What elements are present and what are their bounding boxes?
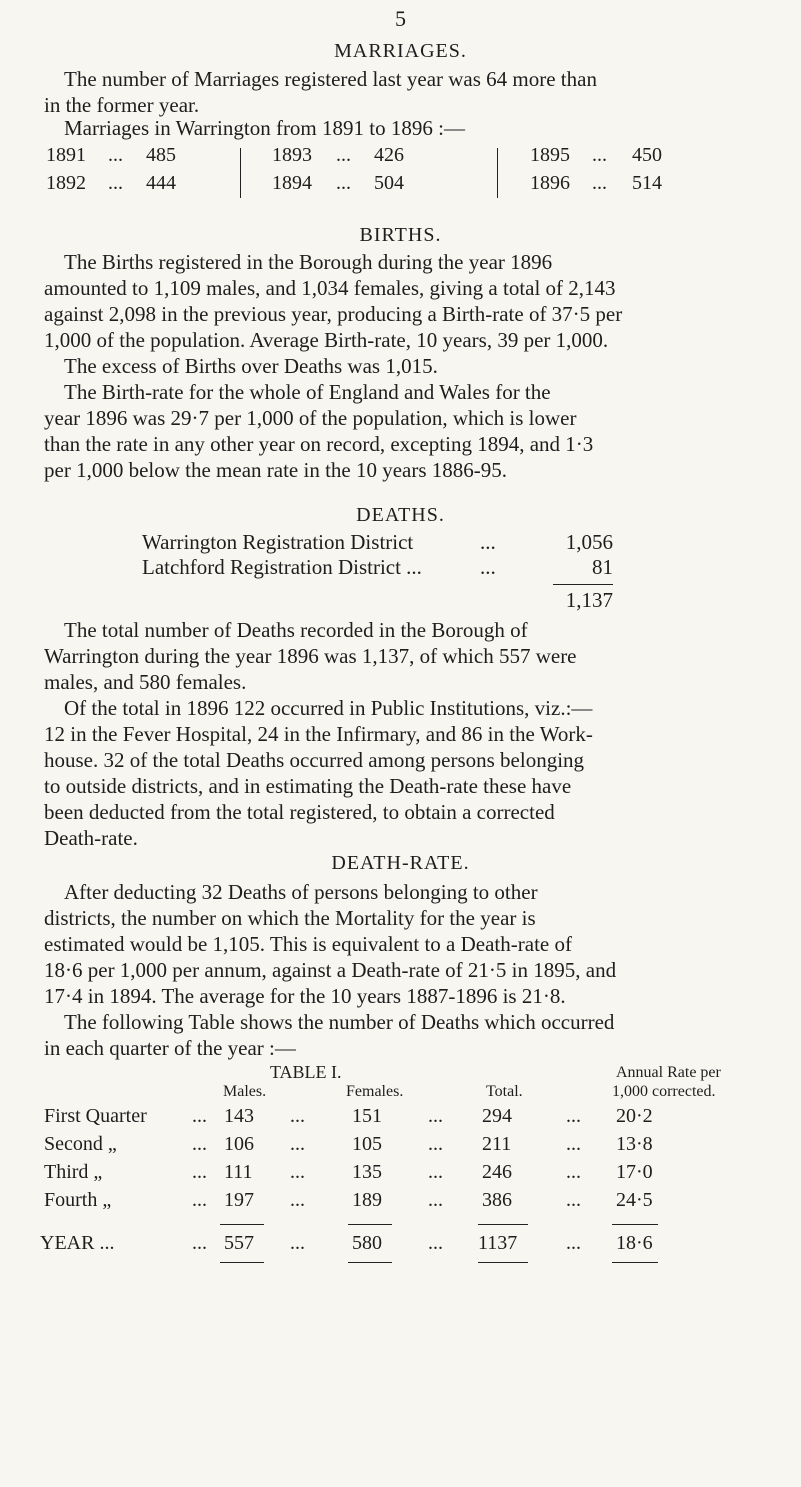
row-dots: ... xyxy=(192,1189,207,1211)
sum-rule xyxy=(348,1262,392,1263)
year-rate: 18·6 xyxy=(616,1232,653,1254)
cell-males: 106 xyxy=(224,1133,254,1155)
deaths-line: to outside districts, and in estimating the Death-rate these have xyxy=(44,774,572,798)
marriage-year: 1891 xyxy=(46,144,86,166)
row-dots: ... xyxy=(566,1189,581,1211)
column-divider xyxy=(497,148,498,198)
row-dots: ... xyxy=(290,1133,305,1155)
row-dots: ... xyxy=(192,1105,207,1127)
marriage-year: 1896 xyxy=(530,172,570,194)
district-name: Warrington Registration District xyxy=(142,530,414,554)
year-females: 580 xyxy=(352,1232,382,1254)
death-rate-line: in each quarter of the year :— xyxy=(44,1036,296,1060)
district-dots: ... xyxy=(480,530,496,554)
year-label: YEAR ... xyxy=(40,1232,115,1254)
births-line: year 1896 was 29·7 per 1,000 of the population, which is lower xyxy=(44,406,577,430)
cell-total: 294 xyxy=(482,1105,512,1127)
death-rate-heading: DEATH-RATE. xyxy=(331,852,470,874)
marriage-count: 514 xyxy=(632,172,662,194)
births-line: 1,000 of the population. Average Birth-rate, 10 years, 39 per 1,000. xyxy=(44,328,609,352)
cell-total: 386 xyxy=(482,1189,512,1211)
district-deaths: 81 xyxy=(592,555,613,579)
sum-rule xyxy=(612,1224,658,1225)
district-deaths: 1,056 xyxy=(565,530,613,554)
row-dots: ... xyxy=(428,1189,443,1211)
sum-rule xyxy=(478,1262,528,1263)
marriage-dots: ... xyxy=(336,172,351,194)
deaths-heading: DEATHS. xyxy=(356,504,445,526)
cell-rate: 13·8 xyxy=(616,1133,653,1155)
cell-males: 143 xyxy=(224,1105,254,1127)
cell-females: 135 xyxy=(352,1161,382,1183)
deaths-line: Warrington during the year 1896 was 1,137, of which 557 were xyxy=(44,644,577,668)
marriages-range-line: Marriages in Warrington from 1891 to 1896 :— xyxy=(64,116,465,140)
row-label: Third „ xyxy=(44,1161,103,1183)
row-dots: ... xyxy=(566,1133,581,1155)
marriage-dots: ... xyxy=(592,172,607,194)
district-dots: ... xyxy=(480,555,496,579)
marriage-year: 1893 xyxy=(272,144,312,166)
row-label: First Quarter xyxy=(44,1105,147,1127)
header-rate: 1,000 corrected. xyxy=(612,1083,716,1100)
cell-total: 211 xyxy=(482,1133,512,1155)
death-rate-line: districts, the number on which the Mortality for the year is xyxy=(44,906,536,930)
row-dots: ... xyxy=(428,1161,443,1183)
sum-rule xyxy=(220,1262,264,1263)
column-divider xyxy=(240,148,241,198)
deaths-line: house. 32 of the total Deaths occurred among persons belonging xyxy=(44,748,585,772)
death-rate-line: The following Table shows the number of Deaths which occurred xyxy=(64,1010,615,1034)
deaths-line: Death-rate. xyxy=(44,826,138,850)
marriages-intro-line: in the former year. xyxy=(44,93,200,117)
marriages-intro-line: The number of Marriages registered last year was 64 more than xyxy=(64,67,597,91)
sum-rule xyxy=(553,584,613,585)
cell-males: 197 xyxy=(224,1189,254,1211)
year-total: 1137 xyxy=(478,1232,518,1254)
table-title: TABLE I. xyxy=(270,1062,342,1082)
sum-rule xyxy=(612,1262,658,1263)
row-dots: ... xyxy=(566,1232,581,1254)
cell-females: 105 xyxy=(352,1133,382,1155)
cell-females: 189 xyxy=(352,1189,382,1211)
death-rate-line: 17·4 in 1894. The average for the 10 years 1887-1896 is 21·8. xyxy=(44,984,566,1008)
row-dots: ... xyxy=(290,1105,305,1127)
row-dots: ... xyxy=(566,1105,581,1127)
district-name: Latchford Registration District ... xyxy=(142,555,422,579)
marriage-year: 1895 xyxy=(530,144,570,166)
cell-rate: 17·0 xyxy=(616,1161,653,1183)
row-dots: ... xyxy=(428,1232,443,1254)
marriage-dots: ... xyxy=(592,144,607,166)
births-line: per 1,000 below the mean rate in the 10 years 1886-95. xyxy=(44,458,508,482)
deaths-total: 1,137 xyxy=(565,588,613,612)
cell-rate: 24·5 xyxy=(616,1189,653,1211)
marriages-heading: MARRIAGES. xyxy=(334,40,467,62)
page-number: 5 xyxy=(395,6,406,31)
row-dots: ... xyxy=(428,1133,443,1155)
sum-rule xyxy=(220,1224,264,1225)
cell-rate: 20·2 xyxy=(616,1105,653,1127)
births-line: The Births registered in the Borough during the year 1896 xyxy=(64,250,553,274)
deaths-line: The total number of Deaths recorded in the Borough of xyxy=(64,618,528,642)
sum-rule xyxy=(478,1224,528,1225)
deaths-line: males, and 580 females. xyxy=(44,670,247,694)
births-line: against 2,098 in the previous year, producing a Birth-rate of 37·5 per xyxy=(44,302,623,326)
cell-males: 111 xyxy=(224,1161,253,1183)
marriage-dots: ... xyxy=(108,144,123,166)
cell-females: 151 xyxy=(352,1105,382,1127)
row-dots: ... xyxy=(290,1161,305,1183)
births-line: The Birth-rate for the whole of England and Wales for the xyxy=(64,380,551,404)
header-total: Total. xyxy=(486,1083,523,1100)
marriage-count: 444 xyxy=(146,172,176,194)
row-dots: ... xyxy=(290,1232,305,1254)
deaths-line: been deducted from the total registered, to obtain a corrected xyxy=(44,800,555,824)
header-rate: Annual Rate per xyxy=(616,1064,721,1081)
header-males: Males. xyxy=(223,1083,267,1100)
marriage-dots: ... xyxy=(108,172,123,194)
marriage-year: 1894 xyxy=(272,172,312,194)
row-label: Second „ xyxy=(44,1133,117,1155)
year-males: 557 xyxy=(224,1232,254,1254)
row-dots: ... xyxy=(192,1133,207,1155)
row-dots: ... xyxy=(428,1105,443,1127)
births-line: amounted to 1,109 males, and 1,034 females, giving a total of 2,143 xyxy=(44,276,616,300)
header-females: Females. xyxy=(346,1083,404,1100)
cell-total: 246 xyxy=(482,1161,512,1183)
row-dots: ... xyxy=(290,1189,305,1211)
sum-rule xyxy=(348,1224,392,1225)
deaths-line: Of the total in 1896 122 occurred in Public Institutions, viz.:— xyxy=(64,696,593,720)
marriage-dots: ... xyxy=(336,144,351,166)
marriage-count: 450 xyxy=(632,144,662,166)
death-rate-line: 18·6 per 1,000 per annum, against a Death-rate of 21·5 in 1895, and xyxy=(44,958,617,982)
marriage-count: 504 xyxy=(374,172,404,194)
row-label: Fourth „ xyxy=(44,1189,112,1211)
births-heading: BIRTHS. xyxy=(359,224,442,246)
deaths-line: 12 in the Fever Hospital, 24 in the Infirmary, and 86 in the Work- xyxy=(44,722,593,746)
marriage-year: 1892 xyxy=(46,172,86,194)
marriage-count: 485 xyxy=(146,144,176,166)
death-rate-line: estimated would be 1,105. This is equivalent to a Death-rate of xyxy=(44,932,572,956)
births-line: than the rate in any other year on record, excepting 1894, and 1·3 xyxy=(44,432,594,456)
marriage-count: 426 xyxy=(374,144,404,166)
row-dots: ... xyxy=(192,1161,207,1183)
row-dots: ... xyxy=(192,1232,207,1254)
death-rate-line: After deducting 32 Deaths of persons belonging to other xyxy=(64,880,538,904)
row-dots: ... xyxy=(566,1161,581,1183)
births-line: The excess of Births over Deaths was 1,015. xyxy=(64,354,438,378)
